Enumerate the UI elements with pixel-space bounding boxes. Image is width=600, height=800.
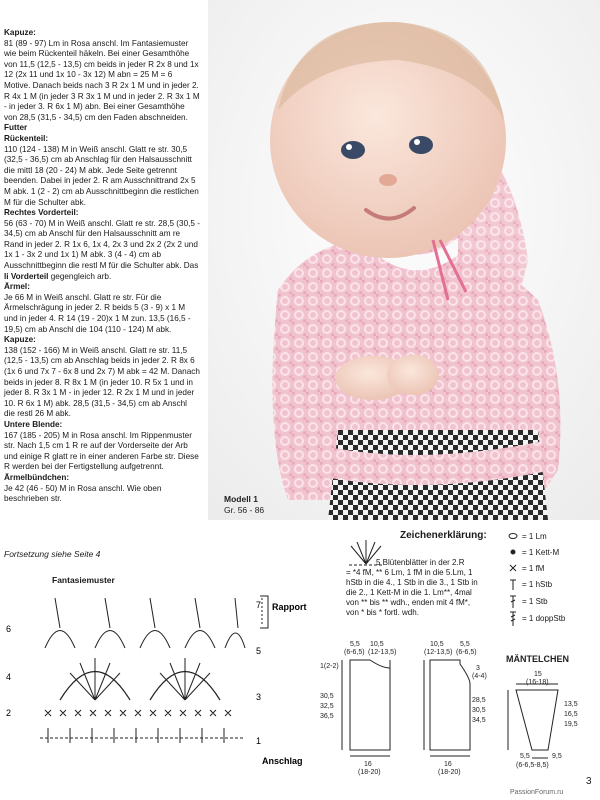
section-heading: Untere Blende: [4, 419, 63, 429]
treble-crochet-icon [510, 612, 516, 626]
row-label-2: 2 [6, 708, 12, 718]
front-height-1: 28,5 [472, 697, 486, 704]
section-text: 167 (185 - 205) M in Rosa anschl. Im Rippenmuster str. Nach 1,5 cm 1 R re auf der Vorderseite der Arb und einige R glatt re in einer anderen Farbe str. Diese R werden bei der Fertigstellung aufgetrennt. [4, 430, 199, 472]
front-top-right: 5,5 [460, 641, 470, 648]
chart-title: Fantasiemuster [52, 575, 115, 585]
legend-desc-line: von * bis * fortl. wdh. [346, 608, 419, 617]
section-text: 56 (63 - 70) M in Weiß anschl. Glatt re str. 28,5 (30,5 - 34,5) cm ab Anschl für den Halsausschnitt am re Rand in jeder 2. R 1x 6, 1x 4, 2x 3 und 2x 2 (2x 2 und 1x 1 - 3x 2 und 1x 1) M abk. 3 (4 - 4) cm ab Ausschnittbeginn die restl M für die Schulter abk. Das [4, 218, 200, 271]
legend-item-hstb: = 1 hStb [522, 580, 553, 589]
back-height-1: 30,5 [320, 693, 334, 700]
front-width: 16 [444, 761, 452, 768]
sleeve-bottom-extra: 9,5 [552, 753, 562, 760]
legend-desc-line: von ** bis ** wdh., enden mit 4 fM*, [346, 598, 471, 607]
section-text: 110 (124 - 138) M in Weiß anschl. Glatt re str. 30,5 (32,5 - 36,5) cm ab Anschlag für den Halsausschnitt die mittl 18 (20 - 24) M abk. Jede Seite getrennt beenden. Dabei in jeder 2. R am Ausschnittrand 2x 5 M abk. 1 (2 - 2) cm ab Ausschnittbeginn die restlichen M für die Schulter abk. [4, 144, 199, 207]
sleeve-top-sub: (16-18) [526, 679, 549, 686]
legend-item-stb: = 1 Stb [522, 597, 548, 606]
section-text: Je 42 (46 - 50) M in Rosa anschl. Wie oben beschrieben str. [4, 483, 162, 504]
sleeve-outline [516, 690, 558, 750]
back-top-mid-sub: (12-13,5) [368, 649, 397, 656]
row-label-6: 6 [6, 624, 12, 634]
sleeve-title: MÄNTELCHEN [506, 654, 569, 664]
front-top-left-sub: (12-13,5) [424, 649, 453, 656]
row-label-1: 1 [256, 736, 262, 746]
row-x-marks [45, 710, 231, 716]
back-top-mid: 10,5 [370, 641, 384, 648]
legend-title: Zeichenerklärung: [400, 530, 487, 541]
section-bold: li Vorderteil [4, 271, 49, 281]
section-text: gegengleich arb. [50, 271, 112, 281]
back-piece-outline [350, 660, 390, 750]
section-text: 138 (152 - 166) M in Weiß anschl. Glatt re str. 11,5 (12,5 - 13,5) cm ab Anschlag beids in jeder 2. R 8x 6 (1x 6 und 7x 7 - 6x 8 und 2x 7) M abk = 42 M. Danach beids in jeder 8. R 8x 1 M (in jeder 10. R 5x 1 und in jeder 8. R 3x 1 M - in jeder 12. R 2x 1 M und in jeder 10. R 6x 1 M) abk. 28,5 (31,5 - 34,5) cm ab Anschl die restl 26 M abk. [4, 345, 200, 419]
section-heading: Futter [4, 123, 28, 133]
front-piece-outline [430, 660, 470, 750]
caption-size: Gr. 56 - 86 [224, 505, 265, 515]
double-crochet-icon [510, 596, 516, 608]
front-width-sub: (18-20) [438, 769, 461, 776]
legend-item-doppstb: = 1 doppStb [522, 614, 566, 623]
back-height-2: 32,5 [320, 703, 334, 710]
section-heading: Rückenteil: [4, 133, 49, 143]
legend-desc-line: = *4 fM, ** 6 Lm, 1 fM in die 5.Lm, 1 [346, 568, 473, 577]
row-label-4: 4 [6, 672, 12, 682]
section-heading: Ärmelbündchen: [4, 472, 70, 482]
section-heading: Kapuze: [4, 335, 36, 345]
front-top-right-sub: (6-6,5) [456, 649, 477, 656]
rapport-label: Rapport [272, 602, 307, 612]
legend-description [346, 558, 498, 618]
legend-item-kettm: = 1 Kett-M [522, 548, 560, 557]
anschlag-label: Anschlag [262, 756, 303, 766]
front-height-3: 34,5 [472, 717, 486, 724]
crochet-chart [0, 588, 320, 778]
sleeve-top: 15 [534, 671, 542, 678]
website-watermark: PassionForum.ru [510, 789, 564, 796]
single-crochet-icon [510, 565, 516, 571]
back-width-sub: (18-20) [358, 769, 381, 776]
sleeve-height-2: 16,5 [564, 711, 578, 718]
half-double-icon [510, 580, 516, 590]
baby-illustration [208, 0, 600, 520]
back-height-3: 36,5 [320, 713, 334, 720]
sleeve-bottom: 5,5 [520, 753, 530, 760]
garment-schematics [320, 640, 600, 776]
legend-symbols [505, 528, 521, 628]
sleeve-height-1: 13,5 [564, 701, 578, 708]
section-heading: Ärmel: [4, 282, 30, 292]
sleeve-bottom-sub: (6-6,5-8,5) [516, 762, 549, 769]
instructions-column [4, 28, 200, 505]
back-top-left: 5,5 [350, 641, 360, 648]
photo-caption [224, 494, 264, 516]
front-height-2: 30,5 [472, 707, 486, 714]
row-label-5: 5 [256, 646, 262, 656]
sleeve-height-3: 19,5 [564, 721, 578, 728]
section-heading: Kapuze: [4, 28, 36, 37]
continued-note: Fortsetzung siehe Seite 4 [4, 549, 101, 559]
legend-item-lm: = 1 Lm [522, 532, 547, 541]
back-width: 16 [364, 761, 372, 768]
back-top-left-sub: (6-6,5) [344, 649, 365, 656]
slip-stitch-icon [511, 550, 515, 554]
row-label-3: 3 [256, 692, 262, 702]
legend-desc-line: hStb in die 4., 1 Stb in die 3., 1 Stb in [346, 578, 478, 587]
page-number: 3 [586, 776, 592, 787]
legend-desc-line: 5 Blütenblätter in der 2.R [376, 558, 465, 567]
chain-icon [509, 534, 517, 539]
front-neck-sub: (4-4) [472, 673, 487, 680]
row-label-7: 7 [256, 600, 262, 610]
front-neck: 3 [476, 665, 480, 672]
baby-photo [208, 0, 600, 520]
caption-model: Modell 1 [224, 494, 259, 504]
legend-item-fm: = 1 fM [522, 564, 545, 573]
front-top-left: 10,5 [430, 641, 444, 648]
section-heading: Rechtes Vorderteil: [4, 208, 79, 218]
back-shoulder: 1(2-2) [320, 663, 339, 670]
legend-desc-line: die 2., 1 Kett-M in die 1. Lm**, 4mal [346, 588, 472, 597]
section-text: Je 66 M in Weiß anschl. Glatt re str. Für die Ärmelschrägung in jeder 2. R beids 5 (3 - 9) x 1 M und in jeder 4. R 14 (19 - 20)x 1 M zun. 13,5 (16,5 - 19,5) cm ab Anschl die 104 (110 - 124) M abk. [4, 292, 191, 334]
section-text: 81 (89 - 97) Lm in Rosa anschl. Im Fantasiemuster wie beim Rückenteil häkeln. Bei einer Gesamthöhe von 11,5 (12,5 - 13,5) cm beids in jeder R 2x 8 und 1x 12 (2x 11 und 1x 10 - 3x 12) M abn = 25 M = 6 Motive. Danach beids nach 3 R 2x 1 M und in jeder 2. R 4x 1 M (in jeder 3 R 3x 1 M und in jeder 2. R 3x 1 M - in jeder 3. R 6x 1 M) abn. Bei einer Gesamthöhe von 28,5 (31,5 - 34,5) cm den Faden abschneiden. [4, 38, 200, 122]
